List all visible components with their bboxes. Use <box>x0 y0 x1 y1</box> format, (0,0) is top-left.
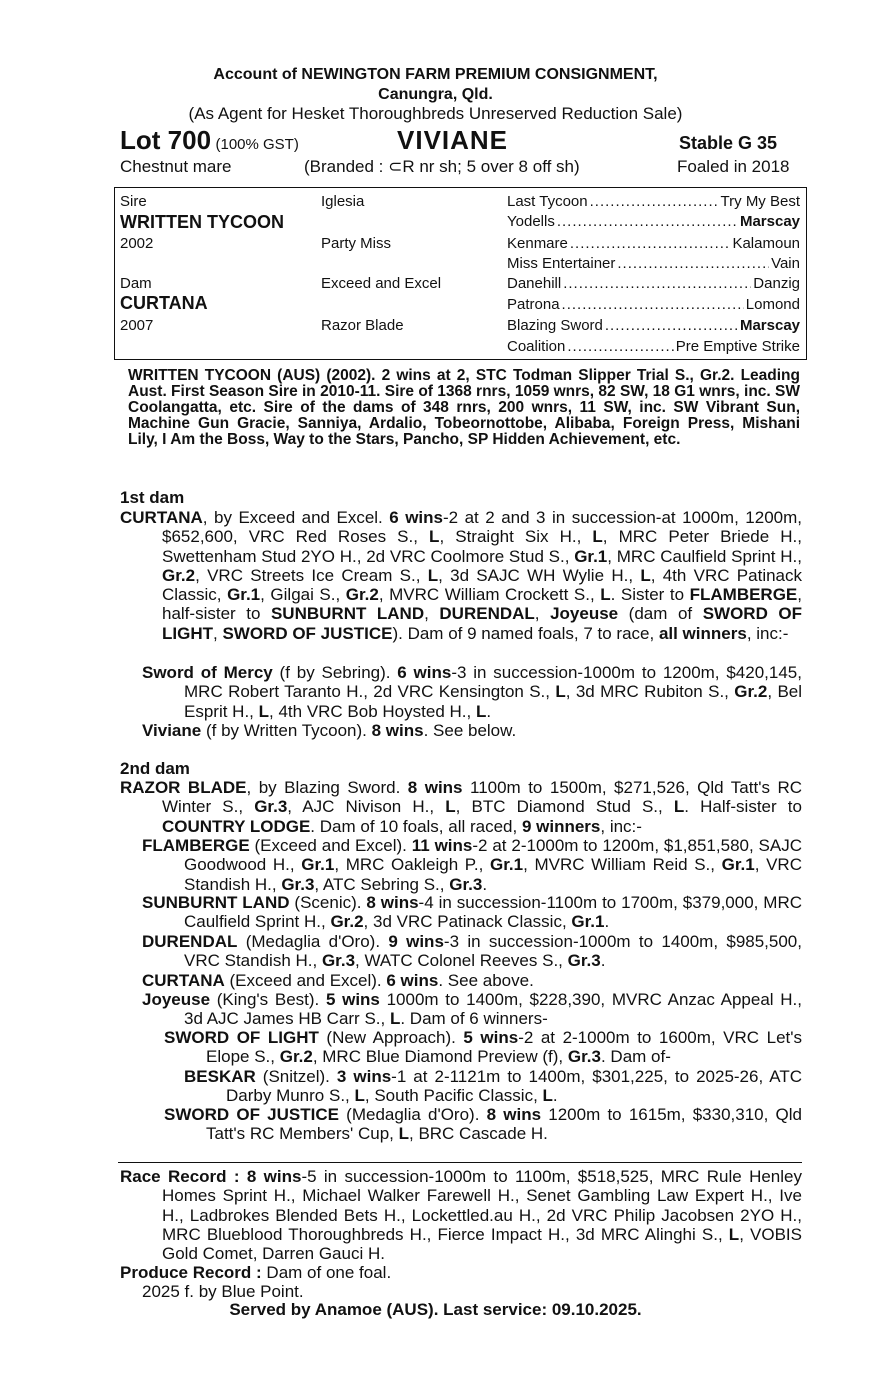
ancestor-row: Danehill ..... Danzig <box>507 275 800 294</box>
sire-summary: WRITTEN TYCOON (AUS) (2002). 2 wins at 2, STC Todman Slipper Trial S., Gr.2. Leading Aust. First Season Sire in 2010-11. Sire of 1368 rnrs, 1059 wnrs, 82 SW, 18 G1 wnrs, inc. SW Coolangatta, etc. Sire of the dams of 348 rnrs, 200 wnrs, 11 SW, inc. SW Vibrant Sun, Machine Gun Gracie, Sanniya, Ardalio, Tobeornottobe, Alibaba, Foreign Press, Mishani Lily, I Am the Boss, Way to the Stars, Pancho, SP Hidden Achievement, etc. <box>128 367 800 448</box>
horse-sex: Chestnut mare <box>120 157 232 176</box>
produce-entry: SUNBURNT LAND (Scenic). 8 wins-4 in succession-1100m to 1700m, $379,000, MRC Caulfield Sprint H., Gr.2, 3d VRC Patinack Classic, Gr.1. <box>142 893 802 932</box>
produce-foal: 2025 f. by Blue Point. <box>142 1282 304 1301</box>
produce-entry: BESKAR (Snitzel). 3 wins-1 at 2-1121m to 1400m, $301,225, to 2025-26, ATC Darby Munro S., L, South Pacific Classic, L. <box>184 1067 803 1106</box>
race-record: Race Record : 8 wins-5 in succession-1000m to 1100m, $518,525, MRC Rule Henley Homes Sprint H., Michael Walker Farewell H., Senet Gambling Law Expert H., Ive H., Ladbrokes Blended Bets H., Lockettled.au H., 2d VRC Philip Jacobsen 2YO H., MRC Blueblood Thoroughbreds H., Fierce Impact H., 3d MRC Alinghi S., L, VOBIS Gold Comet, Darren Gauci H. <box>120 1167 802 1264</box>
produce-entry: Joyeuse (King's Best). 5 wins 1000m to 1400m, $228,390, MVRC Anzac Appeal H., 3d AJC James HB Carr S., L. Dam of 6 winners- <box>142 990 802 1029</box>
sire-year: 2002 <box>120 235 154 252</box>
dam-sire: Exceed and Excel <box>321 275 442 292</box>
horse-name: VIVIANE <box>397 125 509 155</box>
produce-entry: FLAMBERGE (Exceed and Excel). 11 wins-2 at 2-1000m to 1200m, $1,851,580, SAJC Goodwood H., Gr.1, MRC Oakleigh P., Gr.1, MVRC William Reid S., Gr.1, VRC Standish H., Gr.3, ATC Sebring S., Gr.3. <box>142 836 803 894</box>
produce-record-label: Produce Record : <box>120 1263 262 1282</box>
sire-dam: Party Miss <box>321 235 392 252</box>
produce-entry: DURENDAL (Medaglia d'Oro). 9 wins-3 in succession-1000m to 1400m, $985,500, VRC Standish H., Gr.3, WATC Colonel Reeves S., Gr.3. <box>142 932 802 971</box>
dam-label: Dam <box>120 275 152 292</box>
ancestor-row: Patrona ..... Lomond <box>507 296 800 315</box>
agent-note: (As Agent for Hesket Thoroughbreds Unreserved Reduction Sale) <box>188 104 683 123</box>
section-divider <box>118 1162 802 1163</box>
service-note: Served by Anamoe (AUS). Last service: 09.10.2025. <box>229 1300 642 1319</box>
sire-name: WRITTEN TYCOON <box>120 212 284 232</box>
produce-record <box>120 1263 391 1283</box>
produce-entry: SWORD OF JUSTICE (Medaglia d'Oro). 8 wins 1200m to 1615m, $330,310, Qld Tatt's RC Members' Cup, L, BRC Cascade H. <box>164 1105 803 1144</box>
lot-heading <box>120 125 299 156</box>
first-dam-heading: 1st dam <box>120 488 185 507</box>
produce-entry: CURTANA (Exceed and Excel). 6 wins. See above. <box>142 971 534 990</box>
sire-label: Sire <box>120 193 147 210</box>
vendor-location: Canungra, Qld. <box>378 86 493 103</box>
produce-entry: Viviane (f by Written Tycoon). 8 wins. See below. <box>142 721 517 740</box>
ancestor-row: Last Tycoon ..... Try My Best <box>507 193 800 212</box>
ancestor-row: Kenmare ..... Kalamoun <box>507 235 800 254</box>
dam-dam: Razor Blade <box>321 317 404 334</box>
produce-entry: Sword of Mercy (f by Sebring). 6 wins-3 in succession-1000m to 1200m, $420,145, MRC Robert Taranto H., 2d VRC Kensington S., L, 3d MRC Rubiton S., Gr.2, Bel Esprit H., L, 4th VRC Bob Hoysted H., L. <box>142 663 803 721</box>
dam-entry: CURTANA, by Exceed and Excel. 6 wins-2 at 2 and 3 in succession-at 1000m, 1200m, $652,600, VRC Red Roses S., L, Straight Six H., L, MRC Peter Briede H., Swettenham Stud 2YO H., 2d VRC Coolmore Stud S., Gr.1, MRC Caulfield Sprint H., Gr.2, VRC Streets Ice Cream S., L, 3d SAJC WH Wylie H., L, 4th VRC Patinack Classic, Gr.1, Gilgai S., Gr.2, MVRC William Crockett S., L. Sister to FLAMBERGE, half-sister to SUNBURNT LAND, DURENDAL, Joyeuse (dam of SWORD OF LIGHT, SWORD OF JUSTICE). Dam of 9 named foals, 7 to race, all winners, inc:- <box>120 508 803 643</box>
dam-entry: RAZOR BLADE, by Blazing Sword. 8 wins 1100m to 1500m, $271,526, Qld Tatt's RC Winter S., Gr.3, AJC Nivison H., L, BTC Diamond Stud S., L. Half-sister to COUNTRY LODGE. Dam of 10 foals, all raced, 9 winners, inc:- <box>120 778 802 836</box>
ancestor-row: Miss Entertainer ..... Vain <box>507 255 800 274</box>
ancestor-row: Blazing Sword ..... Marscay <box>507 317 800 336</box>
vendor-account: Account of NEWINGTON FARM PREMIUM CONSIGNMENT, <box>213 66 658 83</box>
second-dam-heading: 2nd dam <box>120 759 190 778</box>
lot-number: Lot 700 <box>120 125 212 155</box>
lot-gst: (100% GST) <box>215 136 299 153</box>
horse-brand: (Branded : ⊂R nr sh; 5 over 8 off sh) <box>304 157 580 176</box>
produce-entry: SWORD OF LIGHT (New Approach). 5 wins-2 at 2-1000m to 1600m, VRC Let's Elope S., Gr.2, MRC Blue Diamond Preview (f), Gr.3. Dam of- <box>164 1028 802 1067</box>
ancestor-row: Yodells ..... Marscay <box>507 213 800 232</box>
stable-number: Stable G 35 <box>679 133 778 153</box>
foaled-year: Foaled in 2018 <box>677 157 790 176</box>
ancestor-row: Coalition ..... Pre Emptive Strike <box>507 338 800 357</box>
sire-sire: Iglesia <box>321 193 365 210</box>
pedigree-table <box>114 187 807 360</box>
dam-year: 2007 <box>120 317 154 334</box>
dam-name: CURTANA <box>120 293 208 313</box>
produce-record-text: Dam of one foal. <box>261 1263 392 1282</box>
